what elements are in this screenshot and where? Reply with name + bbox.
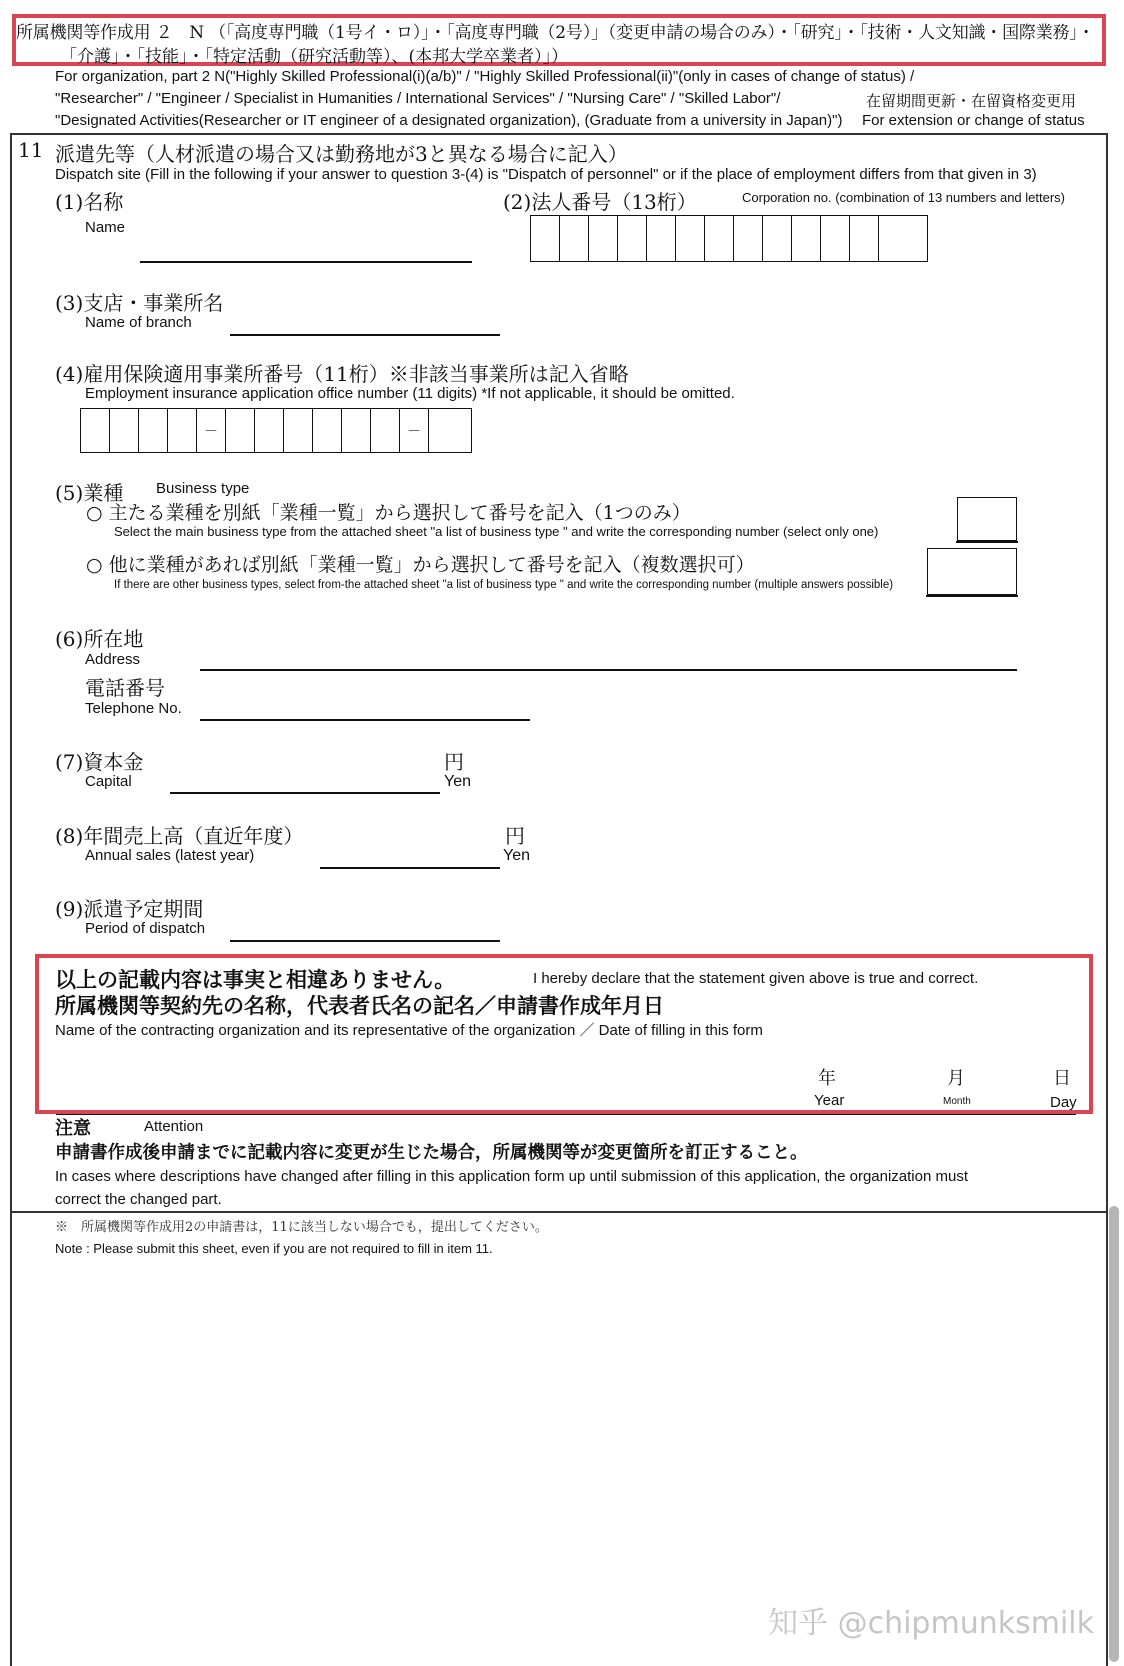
signature-line[interactable] [56,1114,1076,1115]
sales-field[interactable] [320,867,500,869]
capital-yen-jp: 円 [444,750,464,774]
sales-label-en: Annual sales (latest year) [85,847,255,864]
period-field[interactable] [230,940,500,942]
header-title-line2: 「介護」・「技能」・「特定活動（研究活動等）、(本邦大学卒業者）」） [60,47,569,67]
header-purpose-en: For extension or change of status [862,112,1085,129]
corp-digit-cell[interactable] [850,216,879,261]
day-label-jp: 日 [1053,1068,1071,1089]
corp-digit-cell[interactable] [676,216,705,261]
sales-yen-jp: 円 [505,824,525,848]
biz-other-label-en: If there are other business types, select from-the attached sheet "a list of business type " and write the corresponding number (multiple answers possible) [114,579,894,591]
emp-dash-cell: － [197,409,226,452]
addr-label-jp: (6)所在地 [55,627,144,651]
declaration-line1-jp: 以上の記載内容は事実と相違ありません。 [55,968,456,992]
addr-label-en: Address [85,651,141,668]
corp-digit-cell[interactable] [879,216,908,261]
section-divider [10,1211,1108,1213]
period-label-jp: (9)派遣予定期間 [55,897,204,921]
corp-digit-cell[interactable] [560,216,589,261]
corp-digit-cell[interactable] [589,216,618,261]
emp-digit-cell[interactable] [81,409,110,452]
corp-digit-cell[interactable] [734,216,763,261]
emp-digit-cell[interactable] [429,409,458,452]
name-field[interactable] [140,261,472,263]
emp-label-jp: (4)雇用保険適用事業所番号（11桁）※非該当事業所は記入省略 [55,362,629,386]
capital-label-jp: (7)資本金 [55,750,144,774]
year-label-jp: 年 [818,1068,836,1089]
corp-label-en: Corporation no. (combination of 13 numbers and letters) [742,190,1066,205]
biz-label-jp: (5)業種 [55,481,124,505]
biz-other-label-jp: ○ 他に業種があれば別紙「業種一覧」から選択して番号を記入（複数選択可） [86,554,755,576]
biz-main-label-en: Select the main business type from the attached sheet "a list of business type " and write the corresponding number (select only one) [114,524,879,539]
emp-digit-cell[interactable] [168,409,197,452]
corp-digit-cell[interactable] [705,216,734,261]
header-en-line1: For organization, part 2 N("Highly Skilled Professional(i)(a/b)" / "Highly Skilled Professional(ii)"(only in cases of change of status) / [55,68,915,85]
month-label-en: Month [943,1096,971,1107]
emp-digit-cell[interactable] [313,409,342,452]
corp-number-grid[interactable] [530,215,928,262]
header-title-line1: 所属機関等作成用 ２ N （「高度専門職（1号イ・ロ）」・「高度専門職（2号）」（変更申請の場合のみ）・「研究」・「技術・人文知識・国際業務」・ [16,23,1095,43]
attention-body-en2: correct the changed part. [55,1191,222,1208]
section-number: 11 [18,138,44,162]
tel-label-en: Telephone No. [85,700,182,717]
attention-title-jp: 注意 [55,1118,91,1139]
corp-label-jp: (2)法人番号（13桁） [503,190,697,214]
section-title: 派遣先等（人材派遣の場合又は勤務地が3と異なる場合に記入） [55,142,628,166]
declaration-line2-en: Name of the contracting organization and its representative of the organization ／ Date of filling in this form [55,1022,763,1039]
capital-field[interactable] [170,792,440,794]
period-label-en: Period of dispatch [85,920,206,937]
day-label-en: Day [1050,1094,1077,1111]
year-label-en: Year [814,1092,845,1109]
header-purpose-jp: 在留期間更新・在留資格変更用 [866,92,1077,110]
emp-dash-cell: － [400,409,429,452]
emp-digit-cell[interactable] [226,409,255,452]
note-en: Note : Please submit this sheet, even if you are not required to fill in item 11. [55,1241,493,1256]
branch-label-en: Name of branch [85,314,192,331]
emp-digit-cell[interactable] [371,409,400,452]
emp-digit-cell[interactable] [110,409,139,452]
emp-digit-cell[interactable] [284,409,313,452]
sales-yen-en: Yen [503,847,530,864]
biz-label-en: Business type [156,480,250,497]
attention-body-en1: In cases where descriptions have changed after filling in this application form up until submission of this application, the organization must [55,1168,969,1185]
vertical-scrollbar[interactable] [1109,1206,1119,1662]
address-field[interactable] [200,669,1017,671]
corp-digit-cell[interactable] [821,216,850,261]
emp-digit-cell[interactable] [342,409,371,452]
emp-number-grid[interactable] [80,408,472,453]
attention-body-jp: 申請書作成後申請までに記載内容に変更が生じた場合，所属機関等が変更箇所を訂正すること。 [55,1143,808,1163]
corp-digit-cell[interactable] [763,216,792,261]
emp-digit-cell[interactable] [139,409,168,452]
declaration-line1-en: I hereby declare that the statement given above is true and correct. [533,970,979,987]
telephone-field[interactable] [200,719,530,721]
branch-field[interactable] [230,334,500,336]
declaration-line2-jp: 所属機関等契約先の名称，代表者氏名の記名／申請書作成年月日 [55,994,664,1018]
tel-label-jp: 電話番号 [85,676,165,700]
biz-other-input[interactable] [927,548,1017,595]
name-label-en: Name [85,219,126,236]
header-en-line3: "Designated Activities(Researcher or IT engineer of a designated organization), (Graduate from a university in Japan)") [55,112,843,129]
emp-digit-cell[interactable] [255,409,284,452]
capital-label-en: Capital [85,773,132,790]
biz-main-input[interactable] [957,497,1017,541]
capital-yen-en: Yen [444,773,471,790]
section-title-en: Dispatch site (Fill in the following if your answer to question 3-(4) is "Dispatch of personnel" or if the place of employment differs from that given in 3) [55,166,1037,183]
corp-digit-cell[interactable] [792,216,821,261]
corp-digit-cell[interactable] [647,216,676,261]
month-label-jp: 月 [947,1068,965,1089]
name-label-jp: (1)名称 [55,190,124,214]
note-jp: ※ 所属機関等作成用2の申請書は，11に該当しない場合でも，提出してください。 [55,1220,548,1235]
corp-digit-cell[interactable] [531,216,560,261]
emp-label-en: Employment insurance application office number (11 digits) *If not applicable, it should be omitted. [85,385,735,402]
branch-label-jp: (3)支店・事業所名 [55,291,224,315]
biz-main-label-jp: ○ 主たる業種を別紙「業種一覧」から選択して番号を記入（1つのみ） [86,502,691,524]
sales-label-jp: (8)年間売上高（直近年度） [55,824,304,848]
attention-title-en: Attention [144,1118,204,1135]
corp-digit-cell[interactable] [618,216,647,261]
header-en-line2: "Researcher" / "Engineer / Specialist in Humanities / International Services" / "Nursing Care" / "Skilled Labor"/ [55,90,781,107]
watermark-text: 知乎 @chipmunksmilk [768,1606,1094,1641]
